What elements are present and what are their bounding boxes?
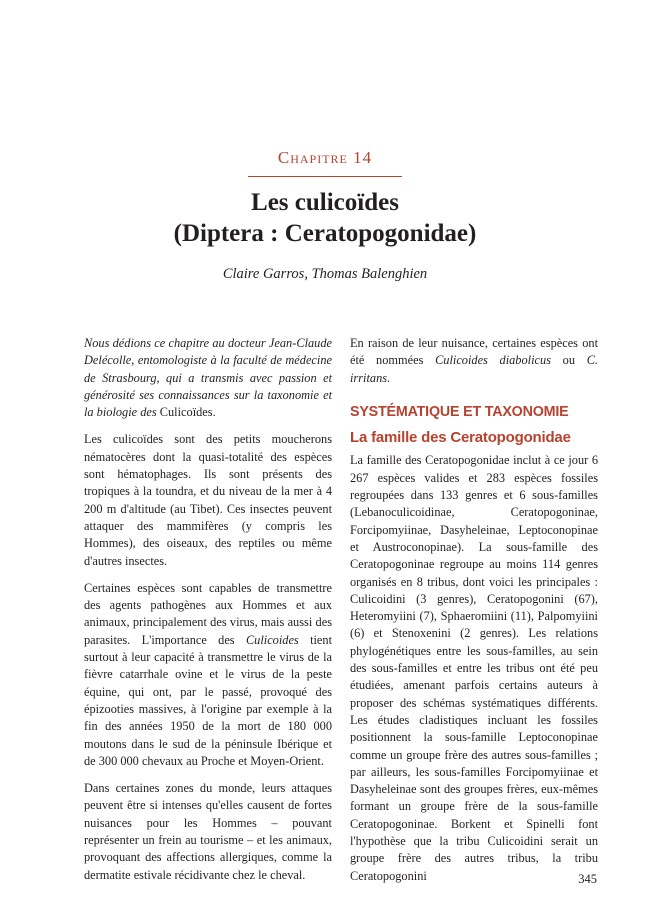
names-species-2: C. irritans <box>350 353 599 385</box>
chapter-label <box>0 148 650 168</box>
page-number: 345 <box>578 872 597 886</box>
paragraph-names <box>350 335 598 387</box>
pathogens-text-a: Certaines espèces sont capables de transmettre des agents pathogènes aux Hommes et aux animaux, principalement des virus, mais aussi des parasites. L'importance des <box>84 580 332 647</box>
chapter-number: 14 <box>353 148 373 167</box>
chapter-label-text: Chapitre <box>277 148 348 167</box>
pathogens-text-c: tient surtout à leur capacité à transmettre le virus de la fièvre catarrhale ovine et le virus de la peste équine, qui ont, par le passé, provoqué des épizooties massives, à l'origine par exemple à la fin des années 1950 de la mort de 180 000 moutons dans le sud de la péninsule Ibérique et de 300 000 chevaux au Proche et Moyen-Orient. <box>84 632 333 768</box>
right-column <box>350 335 598 885</box>
pathogens-genus: Culicoides <box>245 632 299 647</box>
names-period: . <box>387 370 391 385</box>
dedication-text: Nous dédions ce chapitre au docteur Jean-Claude Delécolle, entomologiste à la faculté de médecine de Strasbourg, qui a transmis avec passion et générosité ses connaissances sur la taxonomie et la biologie des <box>84 336 332 420</box>
dedication-taxon: Culicoïdes <box>159 405 213 420</box>
paragraph-nuisance: Dans certaines zones du monde, leurs attaques peuvent être si intenses qu'elles causent de fortes nuisances pour les Hommes – pouvant représenter un frein au tourisme – et les animaux, provoquant des affections allergiques, comme la dermatite estivale récidivante chez le cheval. <box>84 781 332 882</box>
paragraph-intro: Les culicoïdes sont des petits moucherons nématocères dont la quasi-totalité des espèces sont hématophages. Ils sont présents des tropiques à la toundra, et du niveau de la mer à 4 200 m d'altitude (au Tibet). Ces insectes peuvent attaquer des mammifères (y compris les Hommes), des oiseaux, des reptiles ou même d'autres insectes. <box>84 432 332 568</box>
paragraph-family: La famille des Ceratopogonidae inclut à ce jour 6 267 espèces valides et 283 espèces fossiles regroupées dans 133 genres et 6 sous-familles (Lebanoculicoidinae, Ceratopogoninae, Forcipomyiinae, Dasyheleinae, Leptoconopinae et Austroconopinae). La sous-famille des Ceratopogoninae regroupe au moins 114 genres organisés en 8 tribus, dont voici les principales : Culicoidini (3 genres), Ceratopogonini (67), Heteromyiini (7), Sphaeromiini (11), Palpomyiini (6) et Stenoxenini (2 genres). Les relations phylogénétiques entre les sous-familles, au sein des sous-familles et entre les tribus ont été peu étudiées, amenant parfois certains auteurs à proposer des schémas systématiques différents. Les études cladistiques incluant les fossiles positionnent la sous-famille Leptoconopinae comme un groupe frère des autres sous-familles ; par ailleurs, les sous-familles Forcipomyiinae et Dasyheleinae sont des groupes frères, eux-mêmes formant un groupe frère de la sous-famille Ceratopogoninae. Borkent et Spinelli font l'hypothèse que la tribu Culicoidini serait un groupe frère des autres tribus, la tribu Ceratopogonini <box>350 453 598 883</box>
title-line-1: Les culicoïdes <box>251 189 399 216</box>
left-column <box>84 335 332 894</box>
names-species-1: Culicoides diabolicus <box>435 353 551 368</box>
dedication <box>84 335 332 421</box>
chapter-title <box>0 187 650 249</box>
names-text-c: ou <box>562 353 575 368</box>
section-heading: SYSTÉMATIQUE ET TAXONOMIE <box>350 403 569 420</box>
chapter-rule <box>248 176 402 177</box>
paragraph-pathogens <box>84 580 332 770</box>
authors: Claire Garros, Thomas Balenghien <box>222 266 428 282</box>
title-line-2: (Diptera : Ceratopogonidae) <box>173 220 477 247</box>
dedication-period: . <box>212 405 216 420</box>
names-text-a: En raison de leur nuisance, certaines espèces ont été nommées <box>350 336 598 368</box>
subsection-heading: La famille des Ceratopogonidae <box>350 429 571 447</box>
chapter-header <box>0 148 650 283</box>
